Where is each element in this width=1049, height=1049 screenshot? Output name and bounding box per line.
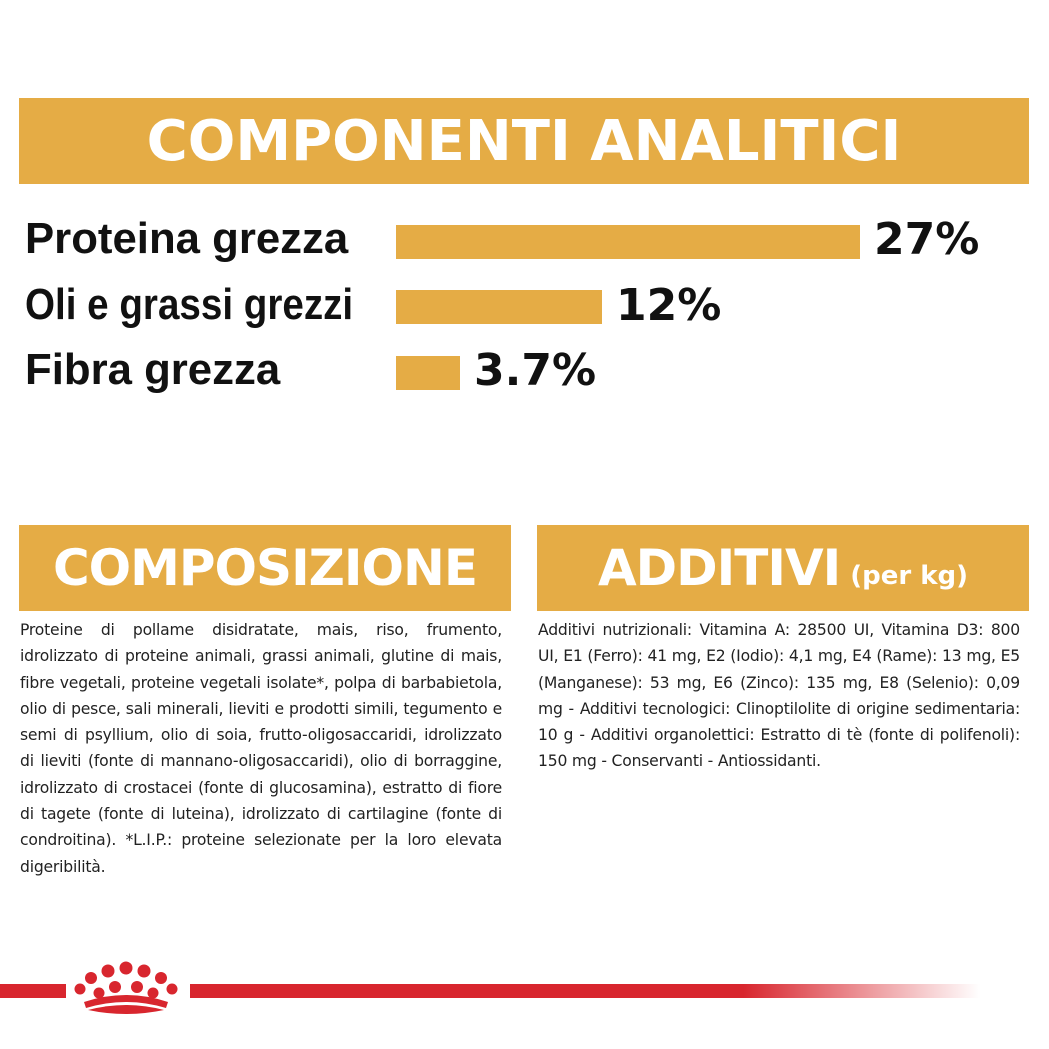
analytic-components-title: COMPONENTI ANALITICI — [146, 108, 902, 174]
footer-red-line-left — [0, 984, 66, 998]
additives-text: Additivi nutrizionali: Vitamina A: 28500 UI, Vitamina D3: 800 UI, E1 (Ferro): 41 mg, E2 (Iodio): 4,1 mg, E4 (Rame): 13 mg, E5 (Manganese): 53 mg, E6 (Zinco): 135 mg, E8 (Selenio): 0,09 mg - Additivi tecnologici: Clinoptilolite di origine sedimentaria: 10 g - Additivi organolettici: Estratto di tè (fonte di polifenoli): 150 mg - Conservanti - Antiossidanti. — [538, 621, 1020, 771]
additives-banner — [537, 525, 1029, 611]
additives-title-suffix: (per kg) — [850, 561, 969, 591]
bar-fibra — [396, 356, 460, 390]
analytic-components-banner — [19, 98, 1029, 184]
bar-value-proteina: 27% — [874, 214, 980, 265]
row-label-oli-grassi: Oli e grassi grezzi — [25, 280, 354, 329]
bar-proteina — [396, 225, 860, 259]
footer-red-line-right — [190, 984, 980, 998]
additives-title: ADDITIVI — [597, 539, 841, 597]
row-label-fibra: Fibra grezza — [25, 345, 281, 394]
bar-oli-grassi — [396, 290, 602, 324]
royal-canin-crown-icon — [70, 958, 182, 1020]
composition-title: COMPOSIZIONE — [52, 539, 478, 597]
composition-text: Proteine di pollame disidratate, mais, riso, frumento, idrolizzato di proteine animali, grassi animali, glutine di mais, fibre vegetali, proteine vegetali isolate*, polpa di barbabietola, olio di pesce, sali minerali, lieviti e prodotti simili, tegumento e semi di psyllium, olio di soia, frutto-oligosaccaridi, idrolizzato di lieviti (fonte di mannano-oligosaccaridi), olio di borraggine, idrolizzato di crostacei (fonte di glucosamina), estratto di fiore di tagete (fonte di luteina), idrolizzato di cartilagine (fonte di condroitina). *L.I.P.: proteine selezionate per la loro elevata digeribilità. — [20, 621, 502, 876]
row-label-proteina: Proteina grezza — [25, 214, 349, 263]
bar-value-oli-grassi: 12% — [616, 280, 722, 331]
composition-banner — [19, 525, 511, 611]
bar-value-fibra: 3.7% — [474, 345, 597, 396]
